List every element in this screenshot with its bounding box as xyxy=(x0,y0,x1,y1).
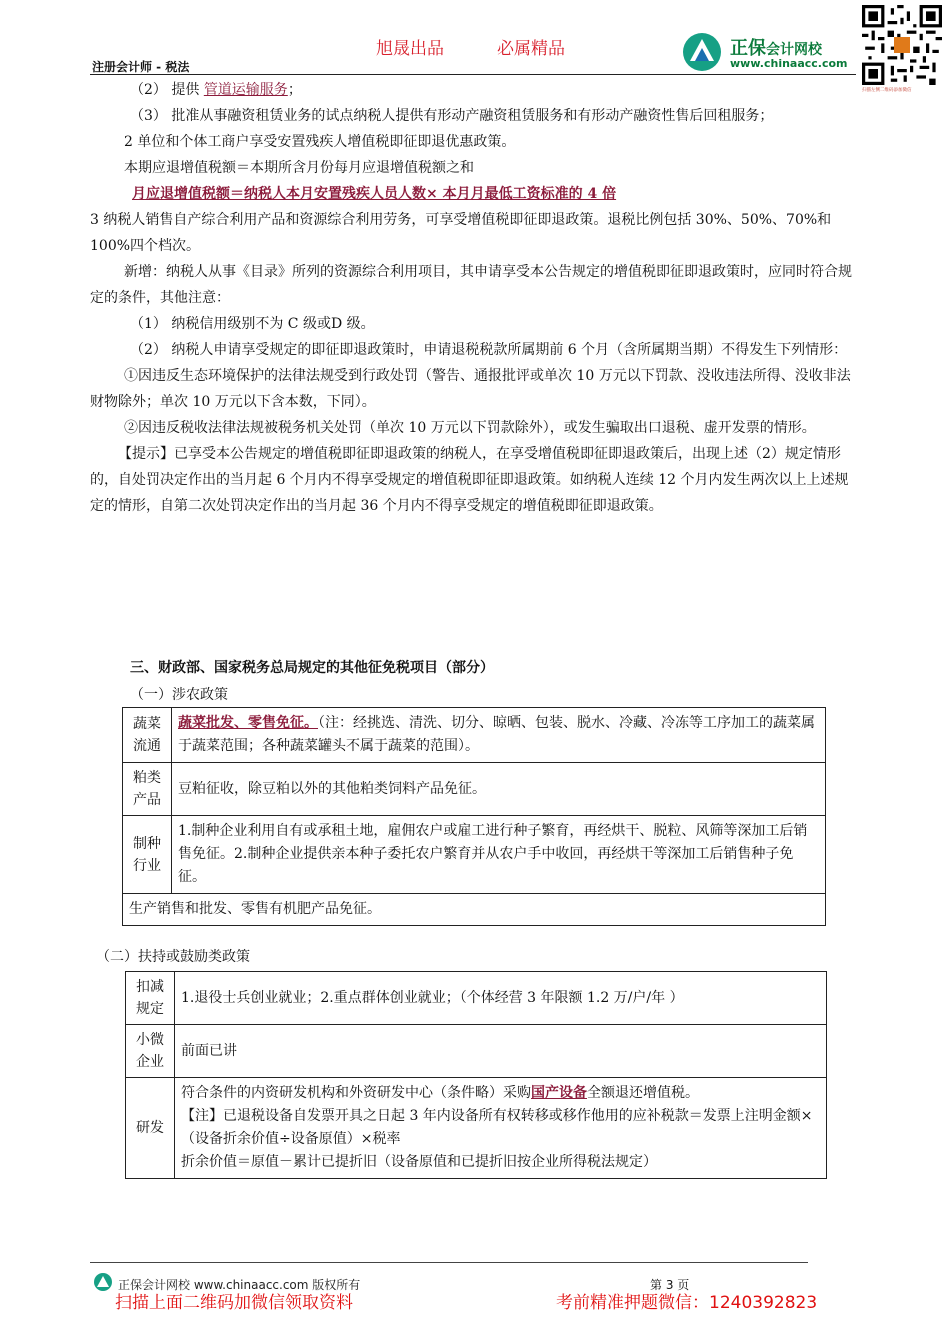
row-value: 1.退役士兵创业就业；2.重点群体创业就业；（个体经营 3 年限额 1.2 万/户/年 ） xyxy=(175,972,827,1025)
header-rule xyxy=(90,74,856,75)
domestic-equipment-link[interactable]: 国产设备 xyxy=(531,1085,587,1101)
row-value: 蔬菜批发、零售免征。（注：经挑选、清洗、切分、晾晒、包装、脱水、冷藏、冷冻等工序加工的蔬菜属于蔬菜范围；各种蔬菜罐头不属于蔬菜的范围）。 xyxy=(172,708,826,763)
qr-code-icon xyxy=(862,4,942,86)
footer-logo-icon xyxy=(92,1272,114,1292)
item-env: ①因违反生态环境保护的法律法规受到行政处罚（警告、通报批评或单次 10 万元以下罚款、没收违法所得、没收非法财物除外；单次 10 万元以下含本数，下同）。 xyxy=(90,368,851,410)
logo-icon xyxy=(680,31,726,73)
table-row xyxy=(126,1078,827,1179)
promo-left: 扫描上面二维码加微信领取资料 xyxy=(115,1293,353,1313)
table-row xyxy=(123,894,826,926)
vegetable-link[interactable]: 蔬菜批发、零售免征。 xyxy=(178,715,318,731)
row-key: 制种行业 xyxy=(123,816,172,894)
formula-intro: 本期应退增值税额＝本期所含月份每月应退增值税额之和 xyxy=(124,160,474,176)
item-pipeline: （2） 提供 管道运输服务； xyxy=(130,82,302,98)
body-text xyxy=(90,77,860,519)
header-slogan-left: 旭晟出品 xyxy=(376,39,444,59)
doc-label: 注册会计师 - 税法 xyxy=(92,60,190,74)
row-value: 1.制种企业利用自有或承租土地，雇佣农户或雇工进行种子繁育，再经烘干、脱粒、风筛等深加工后销售免征。2.制种企业提供亲本种子委托农户繁育并从农户手中收回，再经烘干等深加工后销售种子免征。 xyxy=(172,816,826,894)
row-key: 蔬菜流通 xyxy=(123,708,172,763)
promo-right: 考前精准押题微信：1240392823 xyxy=(556,1293,818,1313)
item-period: （2） 纳税人申请享受规定的即征即退政策时，申请退税税款所属期前 6 个月（含所属期当期）不得发生下列情形： xyxy=(130,342,848,358)
footer-copyright: 正保会计网校 www.chinaacc.com 版权所有 xyxy=(118,1278,361,1292)
table-row xyxy=(126,1025,827,1078)
logo-url: www.chinaacc.com xyxy=(730,57,848,70)
formula-highlight: 月应退增值税额＝纳税人本月安置残疾人员人数× 本月月最低工资标准的 4 倍 xyxy=(132,186,617,202)
footer-rule xyxy=(90,1262,808,1263)
section-3-title: 三、财政部、国家税务总局规定的其他征免税项目（部分） xyxy=(130,660,494,676)
item-new: 新增：纳税人从事《目录》所列的资源综合利用项目，其申请享受本公告规定的增值税即征即退政策时，应同时符合规定的条件，其他注意： xyxy=(90,264,852,306)
table-row xyxy=(126,972,827,1025)
logo-sub: 会计网校 xyxy=(766,42,822,58)
row-value: 豆粕征收，除豆粕以外的其他粕类饲料产品免征。 xyxy=(172,763,826,816)
logo-name: 正保会计网校 xyxy=(730,38,822,59)
item-credit: （1） 纳税信用级别不为 C 级或D 级。 xyxy=(130,316,375,332)
subsection-1-title: （一）涉农政策 xyxy=(130,687,228,703)
row-key: 小微企业 xyxy=(126,1025,175,1078)
table-support xyxy=(125,971,827,1179)
row-value: 生产销售和批发、零售有机肥产品免征。 xyxy=(123,894,826,926)
row-key: 扣减规定 xyxy=(126,972,175,1025)
qr-note: 扫描左侧二维码添加微信 xyxy=(862,88,912,93)
item-disabled: 2 单位和个体工商户享受安置残疾人增值税即征即退优惠政策。 xyxy=(124,134,516,150)
pipeline-link[interactable]: 管道运输服务 xyxy=(203,82,288,98)
item-leasing: （3） 批准从事融资租赁业务的试点纳税人提供有形动产融资租赁服务和有形动产融资性售后回租服务； xyxy=(130,108,774,124)
table-row xyxy=(123,816,826,894)
item-tax: ②因违反税收法律法规被税务机关处罚（单次 10 万元以下罚款除外），或发生骗取出口退税、虚开发票的情形。 xyxy=(124,420,816,436)
table-row xyxy=(123,708,826,763)
page-number: 第 3 页 xyxy=(650,1278,690,1292)
item-resources: 3 纳税人销售自产综合利用产品和资源综合利用劳务，可享受增值税即征即退政策。退税比例包括 30%、50%、70%和 100%四个档次。 xyxy=(90,212,832,254)
table-agri xyxy=(122,707,826,926)
header-slogan-right: 必属精品 xyxy=(497,39,565,59)
row-value: 前面已讲 xyxy=(175,1025,827,1078)
row-value: 符合条件的内资研发机构和外资研发中心（条件略）采购国产设备全额退还增值税。 【注】已退税设备自发票开具之日起 3 年内设备所有权转移或移作他用的应补税款＝发票上注明金额×（设备折余价值÷设备原值）×税率 折余价值＝原值－累计已提折旧（设备原值和已提折旧按企业所得税法规定） xyxy=(175,1078,827,1179)
row-key: 粕类产品 xyxy=(123,763,172,816)
item-tip: 【提示】已享受本公告规定的增值税即征即退政策的纳税人，在享受增值税即征即退政策后，出现上述（2）规定情形的，自处罚决定作出的当月起 6 个月内不得享受规定的增值税即征即退政策。如纳税人连续 12 个月内发生两次以上上述规定的情形，自第二次处罚决定作出的当月起 36 个月内不得享受规定的增值税即征即退政策。 xyxy=(90,446,849,514)
subsection-2-title: （二）扶持或鼓励类政策 xyxy=(96,949,250,965)
table-row xyxy=(123,763,826,816)
row-key: 研发 xyxy=(126,1078,175,1179)
